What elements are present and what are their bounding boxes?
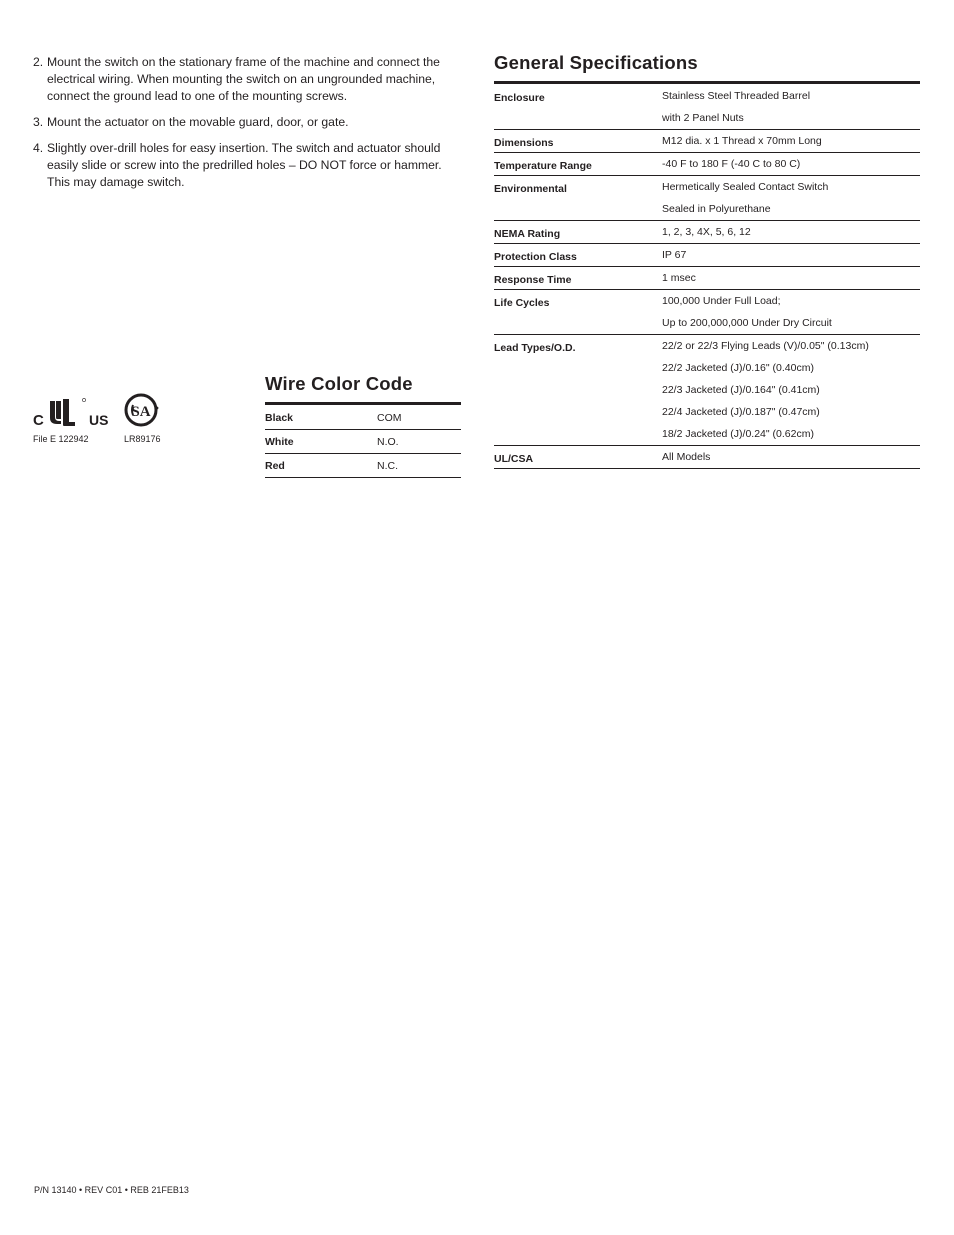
spec-values [662,335,920,445]
step-text: Mount the actuator on the movable guard, door, or gate. [47,115,349,129]
wire-row [265,430,461,454]
spec-values [662,153,920,175]
spec-values [662,85,920,129]
spec-row [494,267,920,290]
ul-c-mark: C [33,412,44,427]
csa-logo-icon [124,392,160,428]
spec-value: with 2 Panel Nuts [662,112,744,124]
ul-file-number: File E 122942 [33,434,89,444]
spec-values [662,221,920,243]
wire-color: Black [265,411,294,424]
wire-color-rule [265,402,461,405]
installation-steps [33,54,463,200]
spec-value: IP 67 [662,249,687,261]
spec-label: Protection Class [494,251,577,263]
spec-row [494,85,920,130]
csa-file-number: LR89176 [124,434,161,444]
spec-values [662,267,920,289]
spec-label: Life Cycles [494,297,550,309]
spec-row [494,290,920,335]
spec-values [662,446,920,468]
wire-color-table [265,406,461,478]
spec-row [494,244,920,267]
spec-label: Dimensions [494,137,554,149]
wire-row [265,406,461,430]
general-specs-rule [494,81,920,84]
general-specs-title: General Specifications [494,52,698,73]
spec-values [662,176,920,220]
wire-color: Red [265,459,285,472]
spec-value: Up to 200,000,000 Under Dry Circuit [662,317,832,329]
step-item [33,54,463,105]
spec-label: Lead Types/O.D. [494,342,576,354]
spec-values [662,290,920,334]
spec-value: Sealed in Polyurethane [662,203,771,215]
spec-value: Stainless Steel Threaded Barrel [662,90,811,102]
spec-value: -40 F to 180 F (-40 C to 80 C) [662,158,801,170]
step-number: 3. [33,115,44,129]
wire-function: N.C. [377,459,398,472]
spec-value: 1, 2, 3, 4X, 5, 6, 12 [662,226,751,238]
spec-label: NEMA Rating [494,228,561,240]
spec-value: M12 dia. x 1 Thread x 70mm Long [662,135,822,147]
ul-us-mark: US [89,412,108,427]
csa-certification-logo [124,392,160,428]
spec-value: 22/3 Jacketed (J)/0.164" (0.41cm) [662,384,820,396]
spec-value: Hermetically Sealed Contact Switch [662,181,829,193]
spec-row [494,446,920,469]
ul-certification-logo [33,397,108,427]
spec-row [494,130,920,153]
spec-label: Enclosure [494,92,545,104]
wire-function: N.O. [377,435,399,448]
step-item [33,140,463,191]
spec-row [494,153,920,176]
step-number: 4. [33,141,44,155]
spec-label: UL/CSA [494,453,534,465]
spec-value: 22/2 or 22/3 Flying Leads (V)/0.05" (0.13cm) [662,340,869,352]
spec-row [494,176,920,221]
step-number: 2. [33,55,44,69]
spec-value: 1 msec [662,272,696,284]
spec-label: Response Time [494,274,572,286]
wire-color-title: Wire Color Code [265,373,413,394]
svg-text:SA: SA [131,404,151,420]
spec-row [494,335,920,446]
ul-logo-icon [33,397,108,427]
step-text: Mount the switch on the stationary frame of the machine and connect the electrical wiring. When mounting the switch on an ungrounded machine, connect the ground lead to one of the mounting screws. [47,55,440,103]
spec-values [662,244,920,266]
step-text: Slightly over-drill holes for easy insertion. The switch and actuator should easily slide or screw into the predrilled holes – DO NOT force or hammer. [47,141,442,172]
spec-value: 22/2 Jacketed (J)/0.16" (0.40cm) [662,362,814,374]
ul-mark-icon [49,399,75,426]
wire-color: White [265,435,294,448]
spec-value: 18/2 Jacketed (J)/0.24" (0.62cm) [662,428,814,440]
step-text-continued: This may damage switch. [47,175,185,189]
spec-values [662,130,920,152]
step-item [33,114,463,131]
general-specs-table [494,85,920,469]
spec-label: Environmental [494,183,567,195]
spec-value: All Models [662,451,711,463]
spec-row [494,221,920,244]
spec-value: 100,000 Under Full Load; [662,295,781,307]
wire-function: COM [377,411,402,424]
wire-row [265,454,461,478]
spec-label: Temperature Range [494,160,592,172]
part-number-footer: P/N 13140 • REV C01 • REB 21FEB13 [34,1185,189,1195]
spec-value: 22/4 Jacketed (J)/0.187" (0.47cm) [662,406,820,418]
